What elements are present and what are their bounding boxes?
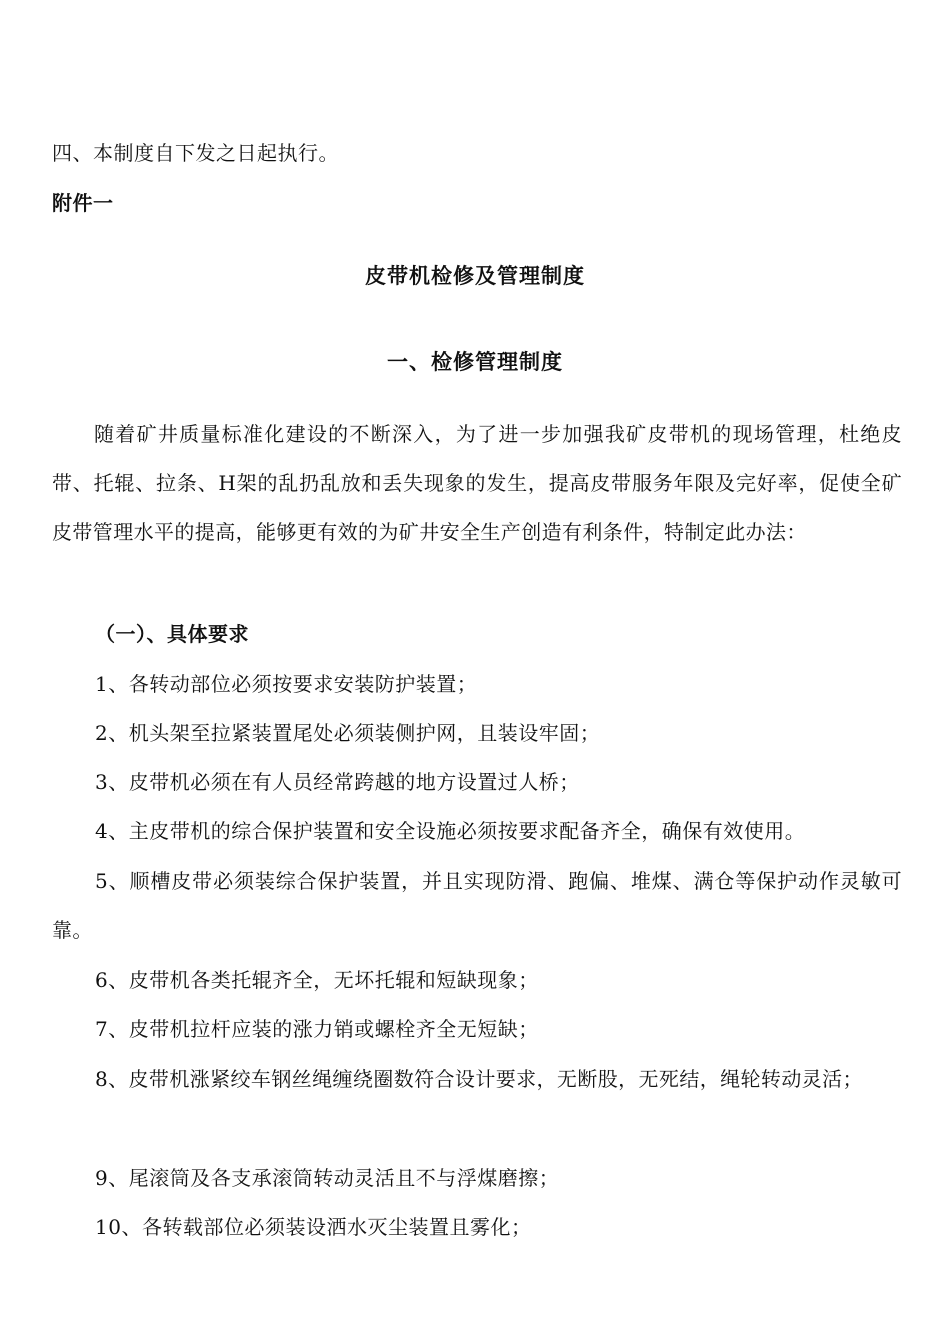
list-item: 1、各转动部位必须按要求安装防护装置； xyxy=(95,672,478,696)
list-item: 6、皮带机各类托辊齐全，无坏托辊和短缺现象； xyxy=(95,968,539,992)
list-item: 2、机头架至拉紧装置尾处必须装侧护网，且装设牢固； xyxy=(95,721,601,745)
subsection-title: （一）、具体要求 xyxy=(95,622,249,646)
main-title: 皮带机检修及管理制度 xyxy=(365,263,585,288)
list-item: 5、顺槽皮带必须装综合保护装置，并且实现防滑、跑偏、堆煤、满仓等保护动作灵敏可靠。 xyxy=(52,869,902,942)
list-item: 4、主皮带机的综合保护装置和安全设施必须按要求配备齐全，确保有效使用。 xyxy=(95,819,806,843)
attachment-label: 附件一 xyxy=(52,191,114,215)
intro-line: 四、本制度自下发之日起执行。 xyxy=(52,141,339,165)
list-item: 3、皮带机必须在有人员经常跨越的地方设置过人桥； xyxy=(95,770,580,794)
list-item: 9、尾滚筒及各支承滚筒转动灵活且不与浮煤磨擦； xyxy=(95,1166,560,1190)
list-item: 7、皮带机拉杆应装的涨力销或螺栓齐全无短缺； xyxy=(95,1017,539,1041)
list-item: 8、皮带机涨紧绞车钢丝绳缠绕圈数符合设计要求，无断股，无死结，绳轮转动灵活； xyxy=(95,1067,863,1091)
list-item: 10、各转载部位必须装设洒水灭尘装置且雾化； xyxy=(95,1215,532,1239)
intro-paragraph: 随着矿井质量标准化建设的不断深入，为了进一步加强我矿皮带机的现场管理，杜绝皮带、托辊、拉条、H架的乱扔乱放和丢失现象的发生，提高皮带服务年限及完好率，促使全矿皮带管理水平的提高，能够更有效的为矿井安全生产创造有利条件，特制定此办法： xyxy=(52,422,902,544)
section-title: 一、检修管理制度 xyxy=(387,349,563,374)
